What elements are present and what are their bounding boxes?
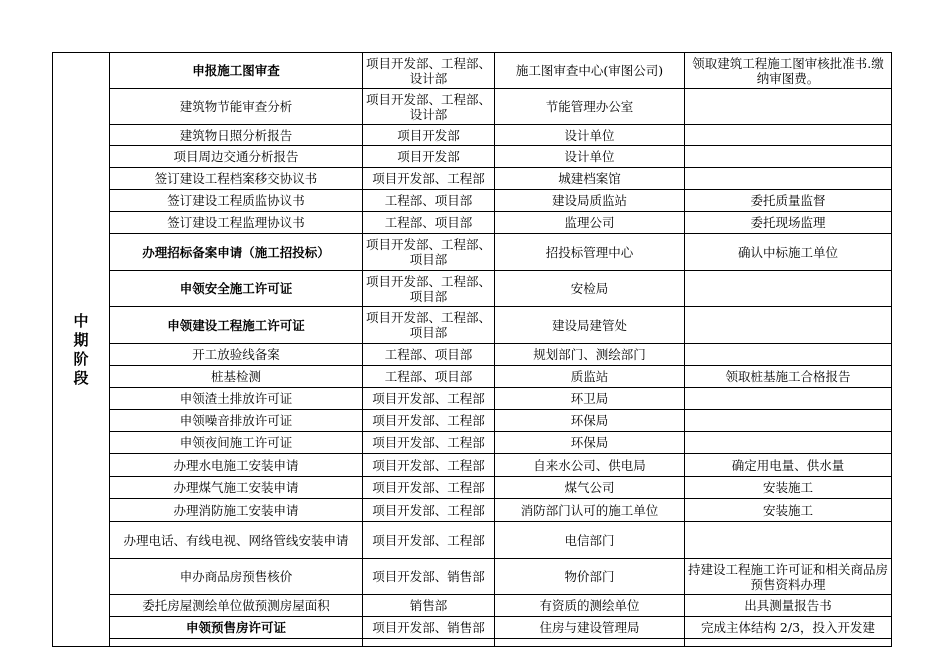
table-row	[53, 53, 892, 89]
item-cell: 委托房屋测绘单位做预测房屋面积	[110, 595, 363, 617]
note-cell: 委托现场监理	[685, 212, 892, 234]
note-cell: 安装施工	[685, 477, 892, 499]
table-row	[53, 146, 892, 168]
department-cell: 工程部、项目部	[363, 190, 495, 212]
department-cell: 工程部、项目部	[363, 366, 495, 388]
item-cell: 申领预售房许可证	[110, 617, 363, 639]
department-cell: 项目开发部、工程部、项目部	[363, 234, 495, 271]
department-cell: 项目开发部、工程部	[363, 522, 495, 559]
note-cell	[685, 89, 892, 125]
item-cell: 办理消防施工安装申请	[110, 499, 363, 522]
note-cell: 确定用电量、供水量	[685, 454, 892, 477]
table-row	[53, 190, 892, 212]
table-row	[53, 344, 892, 366]
note-cell	[685, 388, 892, 410]
empty-cell	[685, 639, 892, 647]
agency-cell: 电信部门	[495, 522, 685, 559]
agency-cell: 有资质的测绘单位	[495, 595, 685, 617]
department-cell: 项目开发部、工程部	[363, 477, 495, 499]
note-cell	[685, 271, 892, 307]
department-cell: 项目开发部	[363, 125, 495, 146]
department-cell: 工程部、项目部	[363, 212, 495, 234]
table-row	[53, 454, 892, 477]
note-cell	[685, 522, 892, 559]
agency-cell: 城建档案馆	[495, 168, 685, 190]
department-cell: 项目开发部	[363, 146, 495, 168]
item-cell: 建筑物节能审查分析	[110, 89, 363, 125]
table-row	[53, 559, 892, 595]
table-row	[53, 617, 892, 639]
department-cell: 销售部	[363, 595, 495, 617]
item-cell: 项目周边交通分析报告	[110, 146, 363, 168]
department-cell: 项目开发部、工程部、设计部	[363, 53, 495, 89]
item-cell: 申领夜间施工许可证	[110, 432, 363, 454]
table-row	[53, 522, 892, 559]
department-cell: 项目开发部、工程部	[363, 499, 495, 522]
item-cell: 开工放验线备案	[110, 344, 363, 366]
table-row	[53, 595, 892, 617]
agency-cell: 设计单位	[495, 125, 685, 146]
agency-cell: 环保局	[495, 432, 685, 454]
agency-cell: 环卫局	[495, 388, 685, 410]
note-cell: 确认中标施工单位	[685, 234, 892, 271]
table-row	[53, 432, 892, 454]
item-cell: 办理招标备案申请（施工招投标）	[110, 234, 363, 271]
department-cell: 项目开发部、工程部、项目部	[363, 307, 495, 344]
department-cell: 项目开发部、销售部	[363, 559, 495, 595]
item-cell: 桩基检测	[110, 366, 363, 388]
note-cell	[685, 344, 892, 366]
note-cell: 领取建筑工程施工图审核批准书.缴纳审图费。	[685, 53, 892, 89]
department-cell: 工程部、项目部	[363, 344, 495, 366]
item-cell: 签订建设工程监理协议书	[110, 212, 363, 234]
empty-cell	[495, 639, 685, 647]
table-row	[53, 366, 892, 388]
department-cell: 项目开发部、工程部、设计部	[363, 89, 495, 125]
table-row	[53, 477, 892, 499]
item-cell: 申领安全施工许可证	[110, 271, 363, 307]
agency-cell: 设计单位	[495, 146, 685, 168]
item-cell: 申领噪音排放许可证	[110, 410, 363, 432]
agency-cell: 消防部门认可的施工单位	[495, 499, 685, 522]
agency-cell: 煤气公司	[495, 477, 685, 499]
agency-cell: 建设局建管处	[495, 307, 685, 344]
table-row	[53, 410, 892, 432]
table-row	[53, 499, 892, 522]
agency-cell: 质监站	[495, 366, 685, 388]
item-cell: 办理电话、有线电视、网络管线安装申请	[110, 522, 363, 559]
item-cell: 申领渣土排放许可证	[110, 388, 363, 410]
table-row	[53, 271, 892, 307]
note-cell	[685, 125, 892, 146]
table-row	[53, 307, 892, 344]
note-cell	[685, 432, 892, 454]
item-cell: 签订建设工程档案移交协议书	[110, 168, 363, 190]
table-row	[53, 212, 892, 234]
agency-cell: 物价部门	[495, 559, 685, 595]
agency-cell: 环保局	[495, 410, 685, 432]
department-cell: 项目开发部、工程部	[363, 388, 495, 410]
note-cell: 安装施工	[685, 499, 892, 522]
table-row-empty	[53, 639, 892, 647]
note-cell	[685, 168, 892, 190]
department-cell: 项目开发部、工程部	[363, 410, 495, 432]
table-row	[53, 234, 892, 271]
item-cell: 申办商品房预售核价	[110, 559, 363, 595]
table-row	[53, 168, 892, 190]
agency-cell: 招投标管理中心	[495, 234, 685, 271]
table-row	[53, 125, 892, 146]
agency-cell: 监理公司	[495, 212, 685, 234]
item-cell: 建筑物日照分析报告	[110, 125, 363, 146]
empty-cell	[363, 639, 495, 647]
item-cell: 办理水电施工安装申请	[110, 454, 363, 477]
item-cell: 申报施工图审查	[110, 53, 363, 89]
note-cell: 领取桩基施工合格报告	[685, 366, 892, 388]
item-cell: 办理煤气施工安装申请	[110, 477, 363, 499]
agency-cell: 节能管理办公室	[495, 89, 685, 125]
department-cell: 项目开发部、工程部	[363, 432, 495, 454]
agency-cell: 自来水公司、供电局	[495, 454, 685, 477]
department-cell: 项目开发部、工程部	[363, 454, 495, 477]
agency-cell: 建设局质监站	[495, 190, 685, 212]
item-cell: 申领建设工程施工许可证	[110, 307, 363, 344]
department-cell: 项目开发部、工程部、项目部	[363, 271, 495, 307]
note-cell: 完成主体结构 2/3，投入开发建	[685, 617, 892, 639]
agency-cell: 安检局	[495, 271, 685, 307]
phase-label-text: 中期阶段	[73, 311, 90, 387]
note-cell: 出具测量报告书	[685, 595, 892, 617]
agency-cell: 规划部门、测绘部门	[495, 344, 685, 366]
agency-cell: 施工图审查中心(审图公司)	[495, 53, 685, 89]
phase-label	[53, 53, 110, 647]
item-cell: 签订建设工程质监协议书	[110, 190, 363, 212]
note-cell	[685, 307, 892, 344]
empty-cell	[110, 639, 363, 647]
note-cell	[685, 146, 892, 168]
agency-cell: 住房与建设管理局	[495, 617, 685, 639]
note-cell: 委托质量监督	[685, 190, 892, 212]
table-row	[53, 388, 892, 410]
table-row	[53, 89, 892, 125]
department-cell: 项目开发部、工程部	[363, 168, 495, 190]
note-cell: 持建设工程施工许可证和相关商品房预售资料办理	[685, 559, 892, 595]
procedure-table	[52, 52, 892, 647]
department-cell: 项目开发部、销售部	[363, 617, 495, 639]
note-cell	[685, 410, 892, 432]
